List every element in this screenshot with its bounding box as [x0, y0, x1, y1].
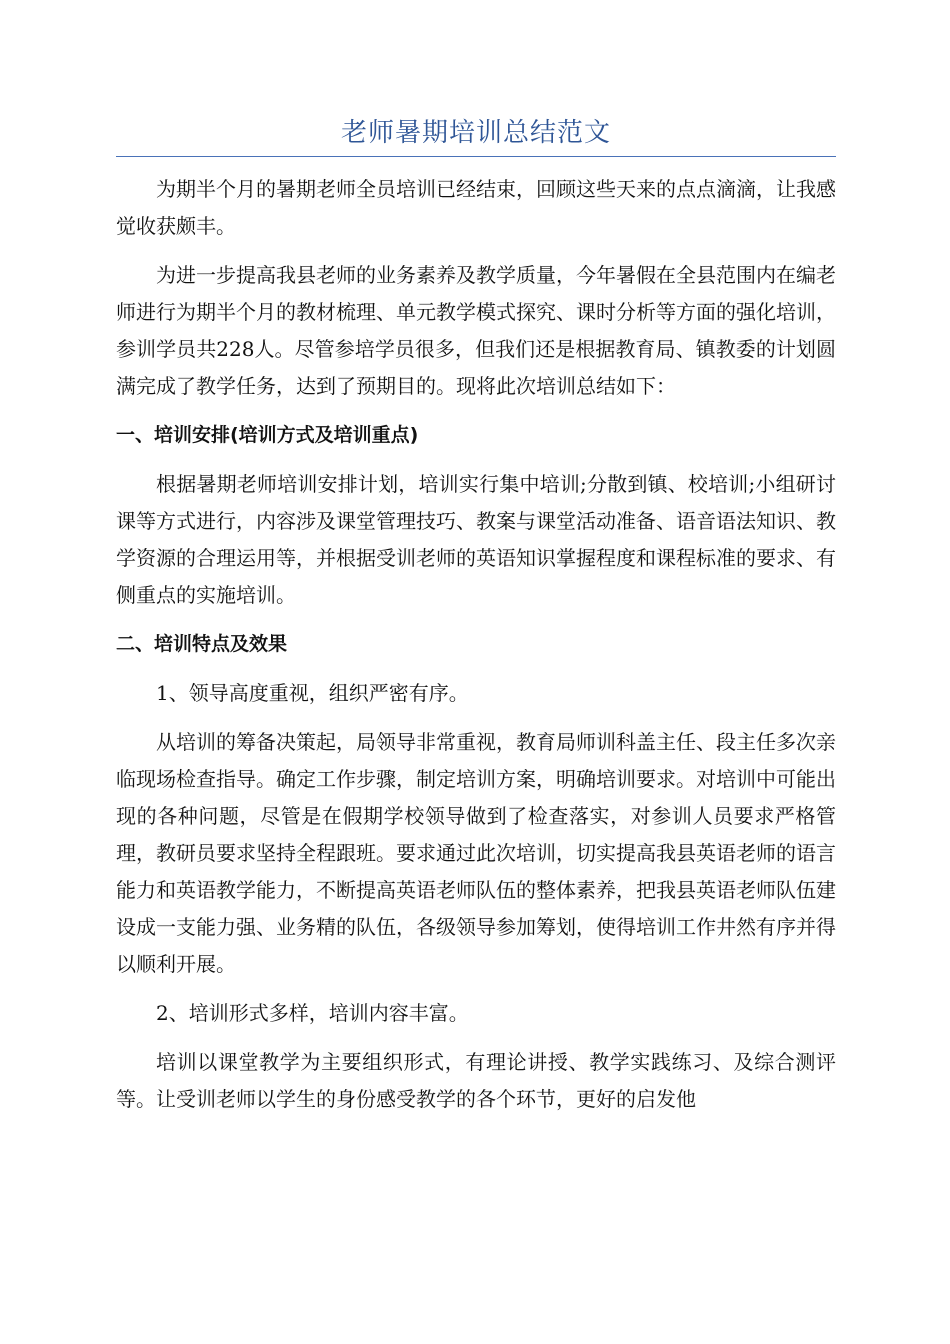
subheading-forms: 2、培训形式多样，培训内容丰富。 — [156, 1001, 469, 1025]
section-heading-features: 二、培训特点及效果 — [116, 633, 288, 655]
leadership-paragraph: 从培训的筹备决策起，局领导非常重视，教育局师训科盖主任、段主任多次亲临现场检查指导。确定工作步骤，制定培训方案，明确培训要求。对培训中可能出现的各种问题，尽管是在假期学校领导做到了检查落实，对参训人员要求严格管理，教研员要求坚持全程跟班。要求通过此次培训，切实提高我县英语老师的语言能力和英语教学能力，不断提高英语老师队伍的整体素养，把我县英语老师队伍建设成一支能力强、业务精的队伍，各级领导参加筹划，使得培训工作井然有序并得以顺利开展。 — [116, 730, 836, 976]
document-page — [116, 112, 836, 1130]
subheading-leadership: 1、领导高度重视，组织严密有序。 — [156, 681, 469, 705]
arrangement-paragraph: 根据暑期老师培训安排计划，培训实行集中培训;分散到镇、校培训;小组研讨课等方式进行，内容涉及课堂管理技巧、教案与课堂活动准备、语音语法知识、教学资源的合理运用等，并根据受训老师的英语知识掌握程度和课程标准的要求、有侧重点的实施培训。 — [116, 472, 836, 607]
forms-paragraph: 培训以课堂教学为主要组织形式，有理论讲授、教学实践练习、及综合测评等。让受训老师以学生的身份感受教学的各个环节，更好的启发他 — [116, 1050, 836, 1111]
page-title: 老师暑期培训总结范文 — [116, 112, 836, 157]
intro-paragraph: 为期半个月的暑期老师全员培训已经结束，回顾这些天来的点点滴滴，让我感觉收获颇丰。 — [116, 177, 836, 238]
section-heading-arrangement: 一、培训安排(培训方式及培训重点) — [116, 424, 419, 446]
background-paragraph: 为进一步提高我县老师的业务素养及教学质量，今年暑假在全县范围内在编老师进行为期半个月的教材梳理、单元教学模式探究、课时分析等方面的强化培训，参训学员共228人。尽管参培学员很多，但我们还是根据教育局、镇教委的计划圆满完成了教学任务，达到了预期目的。现将此次培训总结如下： — [116, 263, 836, 398]
